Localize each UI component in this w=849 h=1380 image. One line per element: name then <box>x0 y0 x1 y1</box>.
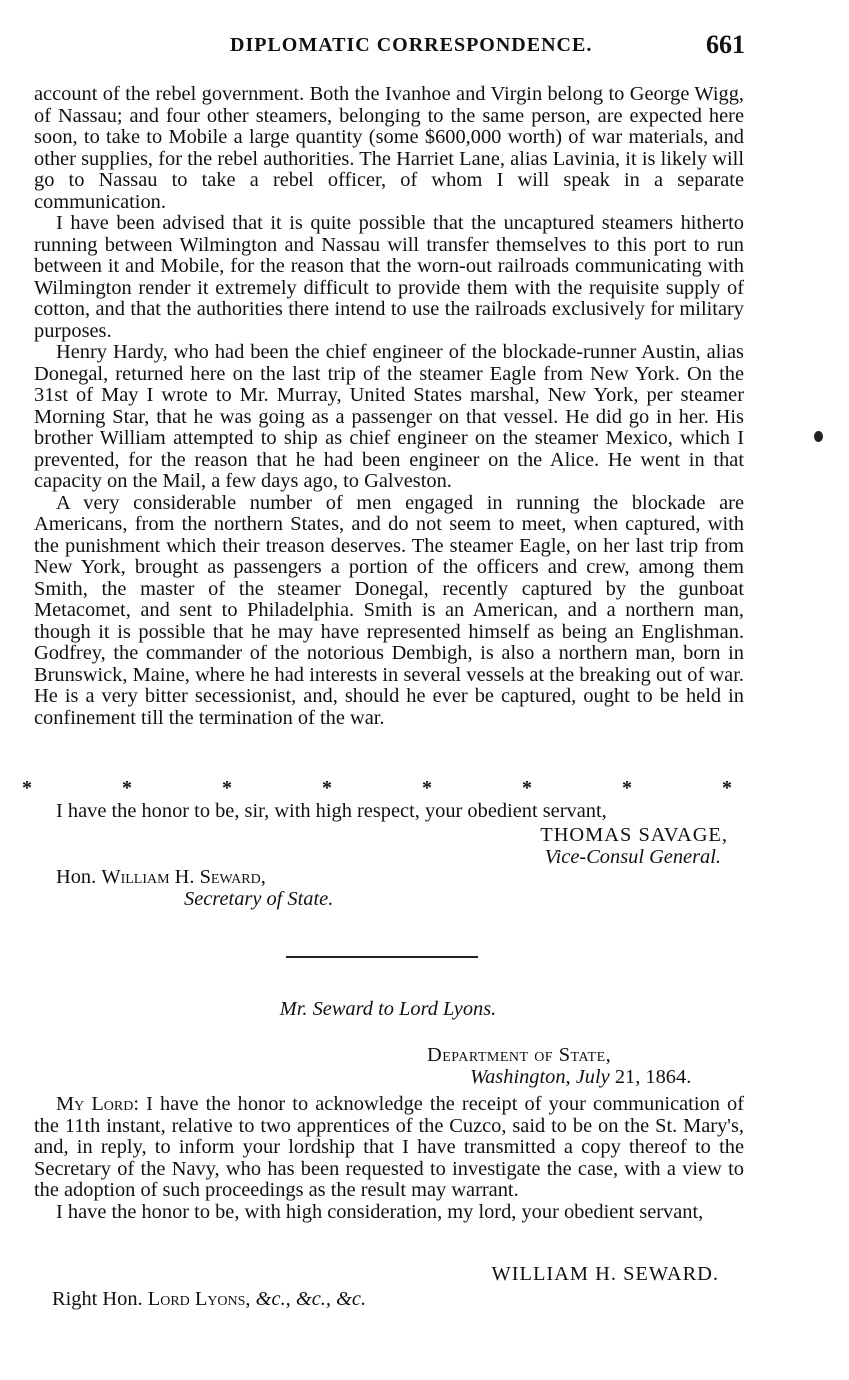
date-place: Washington, July <box>470 1066 610 1088</box>
paragraph: I have been advised that it is quite possible that the uncaptured steamers hitherto running between Wilmington and Nassau will transfer themselves to this port to run between it and Mobile, for the reason that the worn-out railroads communicating with Wilmington render it extremely difficult to provide them with the requisite supply of cotton, and that the authorities there intend to use the railroads exclusively for military purposes. <box>34 212 744 342</box>
addressee-name: William H. Seward, <box>101 866 266 888</box>
paragraph: A very considerable number of men engaged in running the blockade are Americans, from the northern States, and do not seem to meet, when captured, with the punishment which their treason deserves. The steamer Eagle, on her last trip from New York, brought as passengers a portion of the officers and crew, among them Smith, the master of the steamer Donegal, recently captured by the gunboat Metacomet, and sent to Philadelphia. Smith is an American, and a northern man, though it is possible that he may have represented himself as being an Englishman. Godfrey, the commander of the notorious Dembigh, is also a northern man, born in Brunswick, Maine, where he had interests in several vessels at the breaking out of war. He is a very bitter secessionist, and, should he ever be captured, ought to be held in confinement till the termination of the war. <box>34 491 744 729</box>
addressee-prefix: Hon. <box>56 866 97 888</box>
star-mark: * <box>722 777 732 799</box>
star-mark: * <box>522 777 532 799</box>
paragraph: account of the rebel government. Both the Ivanhoe and Virgin belong to George Wigg, of Nassau; and four other steamers, belonging to the same person, are expected here soon, to take to Mobile a large quantity (some $600,000 worth) of war materials, and other supplies, for the rebel authorities. The Harriet Lane, alias Lavinia, it is likely will go to Nassau to take a rebel officer, of whom I will speak in a separate communication. <box>34 83 744 213</box>
recipient <box>52 1288 366 1311</box>
closing-line: I have the honor to be, sir, with high respect, your obedient servant, <box>56 800 607 822</box>
star-mark: * <box>422 777 432 799</box>
signature-name: THOMAS SAVAGE, <box>540 824 728 846</box>
paragraph: I have the honor to be, with high consideration, my lord, your obedient servant, <box>56 1200 704 1223</box>
paragraph-text: I have the honor to acknowledge the receipt of your communication of the 11th instant, relative to two apprentices of the Cuzco, said to be on the St. Mary's, and, in reply, to inform your lordship that I have transmitted a copy thereof to the Secretary of the Navy, who has been requested to investigate the case, with a view to the adoption of such proceedings as the result may warrant. <box>34 1093 744 1201</box>
dateline <box>470 1066 691 1089</box>
letter-body <box>34 84 744 729</box>
star-mark: * <box>22 777 32 799</box>
star-mark: * <box>622 777 632 799</box>
star-mark: * <box>222 777 232 799</box>
addressee <box>56 866 266 889</box>
salutation: My Lord: <box>56 1093 140 1115</box>
signature-name: WILLIAM H. SEWARD. <box>491 1263 719 1285</box>
letter-body <box>34 1094 744 1223</box>
running-title: DIPLOMATIC CORRESPONDENCE. <box>230 34 593 56</box>
paragraph <box>34 1094 744 1202</box>
recipient-etc: &c., &c., &c. <box>255 1288 367 1310</box>
star-mark: * <box>322 777 332 799</box>
paragraph: Henry Hardy, who had been the chief engineer of the blockade-runner Austin, alias Donegal, returned here on the last trip of the steamer Eagle from New York. On the 31st of May I wrote to Mr. Murray, United States marshal, New York, per steamer Morning Star, that he was going as a passenger on that vessel. He did go in her. His brother William attempted to ship as chief engineer on the steamer Mexico, which I prevented, for the reason that he had been engineer on the Alice. He went in that capacity on the Mail, a few days ago, to Galveston. <box>34 341 744 492</box>
date-rest: 21, 1864. <box>614 1066 692 1088</box>
page-number: 661 <box>706 30 745 59</box>
ellipsis-stars <box>22 777 732 800</box>
star-mark: * <box>122 777 132 799</box>
addressee-title: Secretary of State. <box>184 888 334 910</box>
recipient-prefix: Right Hon. <box>52 1288 143 1310</box>
recipient-name: Lord Lyons, <box>147 1288 251 1310</box>
ink-speck <box>814 431 823 442</box>
department-line: Department of State, <box>427 1044 612 1066</box>
section-divider <box>286 956 478 958</box>
signature-title: Vice-Consul General. <box>544 846 721 868</box>
document-heading: Mr. Seward to Lord Lyons. <box>279 998 497 1020</box>
